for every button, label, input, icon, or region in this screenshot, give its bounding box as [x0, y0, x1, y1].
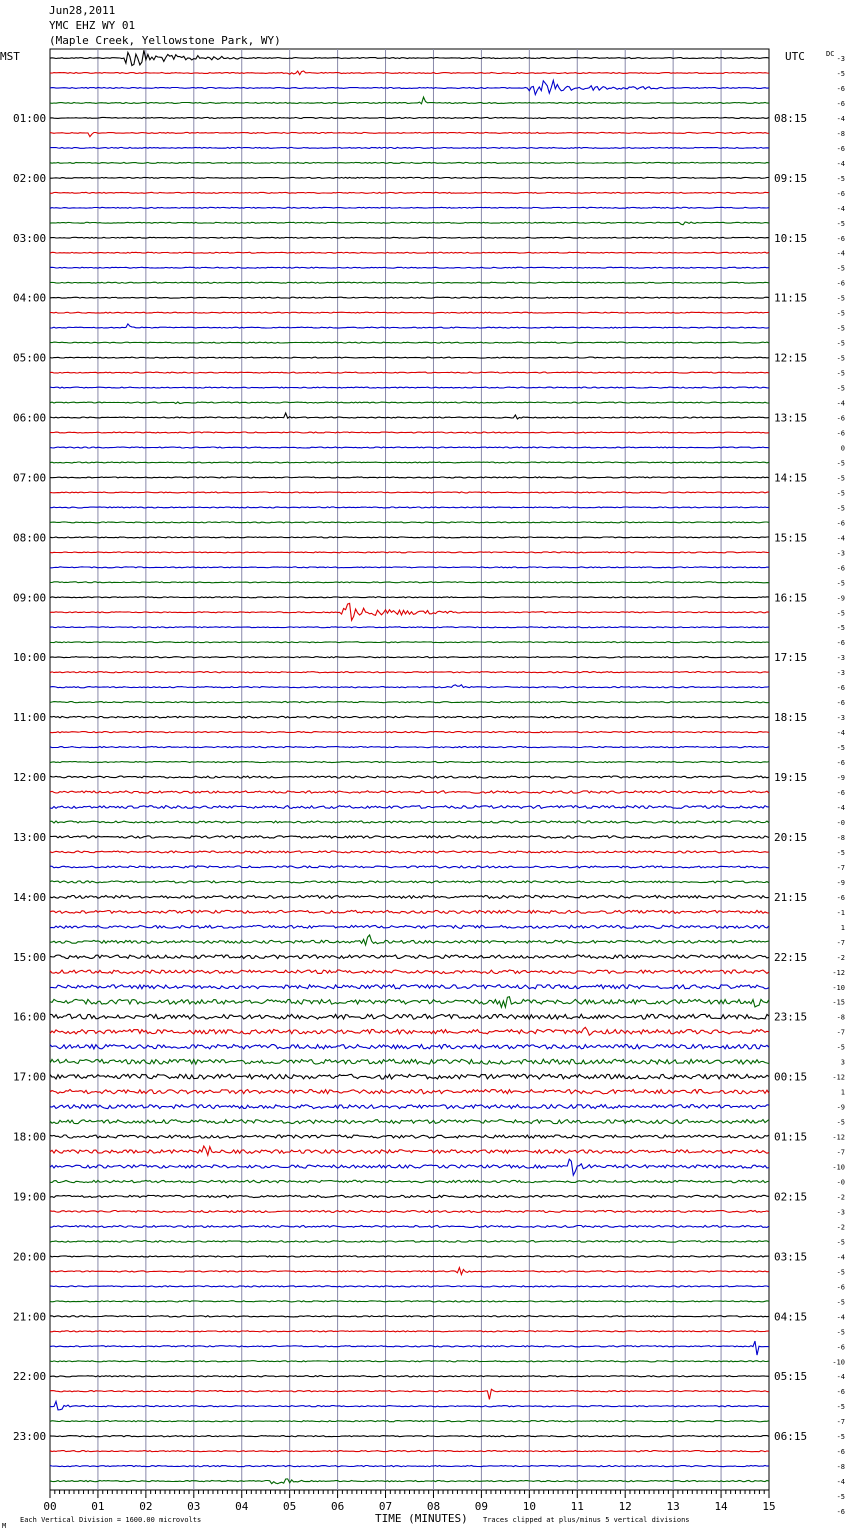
trace-line	[50, 80, 769, 94]
trace-line	[50, 387, 769, 388]
x-tick-label: 01	[91, 1500, 105, 1513]
dc-offset-value: -5	[836, 848, 845, 857]
dc-offset-value: -3	[836, 654, 845, 663]
mst-hour-label: 10:00	[13, 651, 47, 665]
dc-offset-value: -5	[836, 309, 845, 318]
trace-line	[50, 1376, 769, 1377]
dc-offset-value: -7	[836, 1148, 845, 1157]
dc-offset-value: -4	[836, 159, 845, 168]
mst-hour-label: 07:00	[13, 471, 47, 485]
dc-offset-value: -10	[832, 983, 845, 992]
dc-offset-value: 3	[840, 1058, 845, 1067]
trace-line	[50, 762, 769, 763]
trace-line	[50, 447, 769, 448]
right-timezone-label: UTC	[785, 50, 805, 63]
trace-line	[50, 402, 769, 404]
mst-hour-label: 14:00	[13, 890, 47, 904]
x-tick-label: 15	[762, 1500, 776, 1513]
trace-line	[50, 537, 769, 538]
dc-offset-value: -9	[836, 1103, 845, 1112]
dc-offset-value: -6	[836, 893, 845, 902]
x-tick-label: 00	[43, 1500, 57, 1513]
dc-offset-value: -6	[836, 189, 845, 198]
x-tick-label: 08	[426, 1500, 441, 1513]
record-date: Jun28,2011	[49, 4, 116, 17]
dc-offset-value: -3	[836, 55, 845, 63]
dc-offset-value: -6	[836, 789, 845, 798]
mst-hour-label: 09:00	[13, 591, 47, 605]
trace-line	[50, 177, 769, 178]
trace-line	[50, 836, 769, 838]
dc-offset-value: -2	[836, 1193, 845, 1202]
dc-offset-value: -8	[836, 1013, 845, 1022]
utc-hour-label: 20:15	[774, 830, 808, 844]
trace-line	[50, 582, 769, 583]
dc-offset-value: -5	[836, 459, 845, 468]
trace-line	[50, 925, 769, 928]
dc-offset-value: -5	[836, 369, 845, 378]
dc-offset-value: -6	[836, 684, 845, 693]
trace-line	[50, 507, 769, 508]
utc-hour-label: 18:15	[774, 711, 808, 725]
dc-offset-value: -5	[836, 1298, 845, 1307]
trace-line	[50, 881, 769, 883]
trace-line	[50, 1135, 769, 1138]
dc-offset-value: -12	[832, 1133, 845, 1142]
dc-offset-value: -7	[836, 863, 845, 872]
dc-offset-value: -5	[836, 504, 845, 513]
dc-offset-value: -6	[836, 84, 845, 93]
trace-line	[50, 132, 769, 136]
mst-hour-label: 11:00	[13, 711, 47, 725]
dc-offset-value: -8	[836, 833, 845, 842]
dc-offset-value: -9	[836, 594, 845, 603]
dc-label: DC	[826, 50, 835, 58]
trace-line	[50, 252, 769, 253]
mst-hour-label: 22:00	[13, 1370, 47, 1384]
trace-line	[50, 1301, 769, 1302]
trace-line	[50, 237, 769, 238]
trace-line	[50, 1027, 769, 1035]
dc-offset-value: -0	[836, 1178, 845, 1187]
corner-mark: M	[2, 1522, 7, 1530]
dc-offset-value: -5	[836, 219, 845, 228]
dc-offset-value: -3	[836, 669, 845, 678]
trace-line	[50, 997, 769, 1008]
trace-line	[50, 1451, 769, 1452]
trace-line	[50, 1146, 769, 1155]
trace-line	[50, 1331, 769, 1332]
dc-offset-value: -5	[836, 1328, 845, 1337]
utc-hour-label: 11:15	[774, 291, 808, 305]
trace-line	[50, 1286, 769, 1287]
dc-offset-value: -6	[836, 414, 845, 423]
dc-offset-value: -6	[836, 564, 845, 573]
trace-line	[50, 1159, 769, 1175]
utc-hour-label: 22:15	[774, 950, 808, 964]
trace-line	[50, 492, 769, 493]
trace-line	[50, 97, 769, 104]
dc-offset-value: -6	[836, 234, 845, 243]
dc-offset-value: -6	[836, 429, 845, 438]
x-tick-label: 03	[187, 1500, 201, 1513]
trace-line	[50, 935, 769, 945]
utc-hour-label: 15:15	[774, 531, 808, 545]
trace-line	[50, 50, 769, 65]
mst-hour-label: 15:00	[13, 950, 47, 964]
dc-offset-value: -6	[836, 99, 845, 108]
x-tick-label: 06	[330, 1500, 345, 1513]
mst-hour-label: 01:00	[13, 111, 47, 125]
trace-line	[50, 207, 769, 208]
trace-line	[50, 1180, 769, 1182]
trace-line	[50, 910, 769, 913]
station-location: (Maple Creek, Yellowstone Park, WY)	[49, 34, 281, 47]
trace-line	[50, 1316, 769, 1317]
trace-line	[50, 567, 769, 568]
trace-line	[50, 627, 769, 628]
trace-line	[50, 1211, 769, 1213]
utc-hour-label: 03:15	[774, 1250, 808, 1264]
trace-line	[50, 672, 769, 673]
trace-line	[50, 597, 769, 598]
dc-offset-value: -6	[836, 759, 845, 768]
trace-line	[50, 806, 769, 809]
trace-line	[50, 1195, 769, 1197]
mst-hour-label: 06:00	[13, 411, 47, 425]
dc-offset-value: -5	[836, 624, 845, 633]
trace-line	[50, 716, 769, 718]
trace-line	[50, 1120, 769, 1124]
trace-line	[50, 462, 769, 463]
dc-offset-value: -15	[832, 998, 845, 1007]
trace-line	[50, 895, 769, 898]
dc-offset-value: -2	[836, 1223, 845, 1232]
trace-line	[50, 1466, 769, 1467]
dc-offset-value: -5	[836, 324, 845, 333]
dc-offset-value: -8	[836, 1463, 845, 1472]
utc-hour-label: 00:15	[774, 1070, 808, 1084]
trace-line	[50, 222, 769, 225]
mst-hour-label: 21:00	[13, 1310, 47, 1324]
dc-offset-value: -8	[836, 129, 845, 138]
x-tick-label: 04	[235, 1500, 249, 1513]
x-tick-label: 09	[474, 1500, 489, 1513]
trace-line	[50, 1361, 769, 1362]
trace-line	[50, 1341, 769, 1355]
trace-line	[50, 477, 769, 478]
trace-line	[50, 851, 769, 853]
dc-offset-value: -4	[836, 534, 845, 543]
dc-offset-value: -6	[836, 1283, 845, 1292]
dc-offset-value: 1	[840, 1088, 845, 1097]
dc-offset-value: -6	[836, 639, 845, 648]
x-tick-label: 05	[283, 1500, 297, 1513]
dc-offset-value: -6	[836, 1388, 845, 1397]
utc-hour-label: 01:15	[774, 1130, 808, 1144]
dc-offset-value: -5	[836, 1118, 845, 1127]
dc-offset-value: -4	[836, 399, 845, 408]
dc-offset-value: -5	[836, 579, 845, 588]
dc-offset-value: -5	[836, 384, 845, 393]
trace-line	[50, 685, 769, 688]
dc-offset-value: -5	[836, 174, 845, 183]
dc-offset-value: 0	[840, 444, 845, 453]
trace-line	[50, 776, 769, 778]
trace-line	[50, 1045, 769, 1049]
x-tick-label: 07	[378, 1500, 393, 1513]
trace-line	[50, 147, 769, 148]
mst-hour-label: 05:00	[13, 351, 47, 365]
dc-offset-value: -10	[832, 1358, 845, 1367]
trace-line	[50, 657, 769, 658]
mst-hour-label: 23:00	[13, 1430, 47, 1444]
trace-line	[50, 1014, 769, 1019]
dc-offset-value: -0	[836, 818, 845, 827]
mst-hour-label: 08:00	[13, 531, 47, 545]
trace-line	[50, 821, 769, 823]
utc-hour-label: 06:15	[774, 1430, 808, 1444]
dc-offset-value: -5	[836, 1268, 845, 1277]
dc-offset-value: -5	[836, 69, 845, 78]
dc-offset-value: -5	[836, 339, 845, 348]
mst-hour-label: 18:00	[13, 1130, 47, 1144]
dc-offset-value: -4	[836, 114, 845, 123]
utc-hour-label: 19:15	[774, 771, 808, 785]
trace-line	[50, 1090, 769, 1094]
trace-line	[50, 642, 769, 643]
dc-offset-value: -6	[836, 699, 845, 708]
utc-hour-label: 14:15	[774, 471, 808, 485]
dc-offset-value: -4	[836, 1478, 845, 1487]
trace-line	[50, 1241, 769, 1243]
utc-hour-label: 09:15	[774, 171, 808, 185]
dc-offset-value: -12	[832, 1073, 845, 1082]
utc-hour-label: 02:15	[774, 1190, 808, 1204]
utc-hour-label: 05:15	[774, 1370, 808, 1384]
scale-note: Each Vertical Division = 1600.00 microvolts	[20, 1516, 202, 1524]
trace-line	[50, 192, 769, 193]
dc-offset-value: -2	[836, 953, 845, 962]
mst-hour-label: 02:00	[13, 171, 47, 185]
trace-line	[50, 747, 769, 748]
trace-line	[50, 312, 769, 313]
utc-hour-label: 08:15	[774, 111, 808, 125]
trace-line	[50, 1256, 769, 1257]
x-tick-label: 12	[618, 1500, 632, 1513]
trace-line	[50, 413, 769, 419]
x-tick-label: 10	[522, 1500, 536, 1513]
dc-offset-value: -3	[836, 1208, 845, 1217]
trace-line	[50, 552, 769, 553]
trace-line	[50, 1105, 769, 1109]
mst-hour-label: 16:00	[13, 1010, 47, 1024]
trace-line	[50, 71, 769, 75]
dc-offset-value: -5	[836, 1403, 845, 1412]
trace-line	[50, 985, 769, 989]
trace-line	[50, 1074, 769, 1079]
trace-line	[50, 1401, 769, 1410]
trace-line	[50, 732, 769, 733]
dc-offset-value: -4	[836, 1373, 845, 1382]
dc-offset-value: -5	[836, 1043, 845, 1052]
trace-line	[50, 357, 769, 358]
mst-hour-label: 12:00	[13, 771, 47, 785]
dc-offset-value: -6	[836, 1343, 845, 1352]
trace-line	[50, 791, 769, 793]
dc-offset-value: -4	[836, 249, 845, 258]
utc-hour-label: 21:15	[774, 890, 808, 904]
x-tick-label: 13	[666, 1500, 680, 1513]
trace-line	[50, 1389, 769, 1399]
trace-line	[50, 162, 769, 163]
dc-offset-value: -7	[836, 938, 845, 947]
x-tick-label: 11	[570, 1500, 584, 1513]
utc-hour-label: 12:15	[774, 351, 808, 365]
trace-line	[50, 1225, 769, 1227]
dc-offset-value: -5	[836, 489, 845, 498]
trace-line	[50, 324, 769, 328]
dc-offset-value: -7	[836, 1028, 845, 1037]
mst-hour-label: 03:00	[13, 231, 47, 245]
dc-offset-value: -6	[836, 1508, 845, 1517]
mst-hour-label: 19:00	[13, 1190, 47, 1204]
utc-hour-label: 17:15	[774, 651, 808, 665]
mst-hour-label: 17:00	[13, 1070, 47, 1084]
trace-line	[50, 603, 769, 620]
clip-note: Traces clipped at plus/minus 5 vertical divisions	[483, 1516, 690, 1524]
mst-hour-label: 04:00	[13, 291, 47, 305]
left-timezone-label: MST	[0, 50, 20, 63]
trace-line	[50, 702, 769, 703]
trace-line	[50, 1436, 769, 1437]
plot-frame	[50, 49, 769, 1490]
dc-offset-value: -3	[836, 714, 845, 723]
dc-offset-value: -9	[836, 878, 845, 887]
dc-offset-value: -4	[836, 729, 845, 738]
trace-line	[50, 1421, 769, 1422]
dc-offset-value: -6	[836, 1448, 845, 1457]
trace-line	[50, 866, 769, 868]
dc-offset-value: -5	[836, 294, 845, 303]
trace-line	[50, 297, 769, 298]
utc-hour-label: 23:15	[774, 1010, 808, 1024]
utc-hour-label: 13:15	[774, 411, 808, 425]
dc-offset-value: -5	[836, 1493, 845, 1502]
mst-hour-label: 20:00	[13, 1250, 47, 1264]
mst-hour-label: 13:00	[13, 830, 47, 844]
dc-offset-value: -7	[836, 1418, 845, 1427]
dc-offset-value: -5	[836, 744, 845, 753]
trace-line	[50, 267, 769, 268]
trace-line	[50, 342, 769, 343]
utc-hour-label: 16:15	[774, 591, 808, 605]
trace-line	[50, 117, 769, 118]
dc-offset-value: -6	[836, 279, 845, 288]
dc-offset-value: -5	[836, 474, 845, 483]
x-axis-label: TIME (MINUTES)	[375, 1512, 468, 1525]
station-code: YMC EHZ WY 01	[49, 19, 136, 32]
trace-line	[50, 1268, 769, 1275]
dc-offset-value: 1	[840, 923, 845, 932]
x-tick-label: 02	[139, 1500, 153, 1513]
dc-offset-value: -4	[836, 1253, 845, 1262]
dc-offset-value: -10	[832, 1163, 845, 1172]
dc-offset-value: -12	[832, 968, 845, 977]
trace-line	[50, 372, 769, 373]
dc-offset-value: -5	[836, 1238, 845, 1247]
dc-offset-value: -1	[836, 908, 845, 917]
dc-offset-value: -6	[836, 144, 845, 153]
trace-line	[50, 970, 769, 974]
dc-offset-value: -6	[836, 519, 845, 528]
dc-offset-value: -3	[836, 549, 845, 558]
trace-line	[50, 1059, 769, 1064]
trace-line	[50, 955, 769, 959]
trace-line	[50, 522, 769, 523]
dc-offset-value: -5	[836, 264, 845, 273]
dc-offset-value: -5	[836, 609, 845, 618]
utc-hour-label: 10:15	[774, 231, 808, 245]
dc-offset-value: -4	[836, 804, 845, 812]
dc-offset-value: -9	[836, 774, 845, 783]
dc-offset-value: -5	[836, 1433, 845, 1442]
dc-offset-value: -4	[836, 204, 845, 213]
trace-line	[50, 432, 769, 433]
x-tick-label: 14	[714, 1500, 728, 1513]
dc-offset-value: -4	[836, 1313, 845, 1322]
trace-line	[50, 282, 769, 283]
dc-offset-value: -5	[836, 354, 845, 363]
trace-line	[50, 1479, 769, 1484]
utc-hour-label: 04:15	[774, 1310, 808, 1324]
